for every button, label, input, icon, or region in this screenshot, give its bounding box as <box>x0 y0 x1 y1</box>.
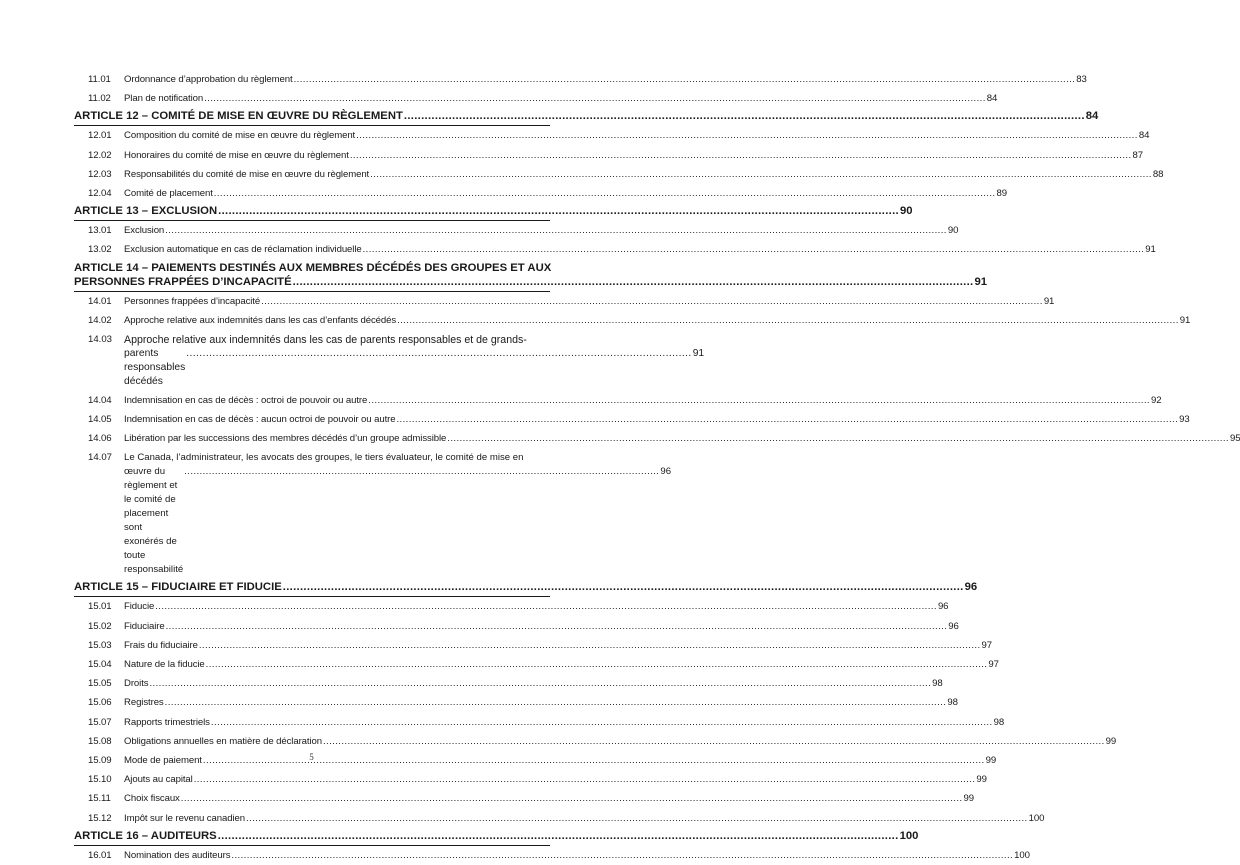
toc-article-heading[interactable] <box>74 108 1099 126</box>
dot-leader <box>218 204 899 218</box>
toc-entry[interactable] <box>74 221 959 240</box>
dot-leader <box>149 674 931 693</box>
section-number: 14.03 <box>88 333 113 345</box>
section-number: 14.07 <box>88 452 113 464</box>
page-reference: 90 <box>947 225 959 237</box>
dot-leader <box>397 311 1179 330</box>
dot-leader <box>356 126 1138 145</box>
toc-entry[interactable] <box>74 184 1007 203</box>
toc-entry[interactable] <box>74 846 1030 865</box>
section-number: 14.04 <box>88 394 112 406</box>
section-number: 15.08 <box>88 735 112 747</box>
page-reference: 98 <box>993 716 1005 728</box>
section-number: 15.10 <box>88 774 112 786</box>
toc-entry[interactable] <box>74 809 1045 828</box>
toc-entry[interactable] <box>74 636 993 655</box>
page-reference: 91 <box>1145 244 1156 256</box>
section-title-line2: œuvre du règlement et le comité de placement sont exonérés de toute responsabilité <box>124 466 184 576</box>
toc-entry[interactable] <box>74 655 999 674</box>
section-title: Obligations annuelles en matière de déclaration <box>124 735 322 747</box>
toc-entry[interactable] <box>74 330 705 391</box>
section-title: Ajouts au capital <box>124 774 193 786</box>
section-title: Comité de placement <box>124 187 213 199</box>
dot-leader <box>218 829 899 843</box>
section-number: 15.01 <box>88 601 112 613</box>
dot-leader <box>231 846 1013 865</box>
page-reference: 84 <box>1085 110 1099 123</box>
toc-entry[interactable] <box>74 429 1240 448</box>
section-number: 12.02 <box>88 149 112 161</box>
page-reference: 97 <box>981 639 993 651</box>
page-reference: 90 <box>899 205 913 218</box>
dot-leader <box>214 184 996 203</box>
page-reference: 83 <box>1076 74 1087 85</box>
section-title: Plan de notification <box>124 93 204 105</box>
toc-article-heading[interactable] <box>74 260 988 292</box>
section-title: Nature de la fiducie <box>124 659 205 670</box>
dot-leader <box>204 89 986 108</box>
dot-leader <box>261 292 1043 311</box>
dot-leader <box>294 70 1076 89</box>
section-title: Droits <box>124 678 149 690</box>
section-title: Libération par les successions des membres décédés d’un groupe admissible <box>124 433 447 445</box>
toc-entry[interactable] <box>74 165 1164 184</box>
section-title: Personnes frappées d’incapacité <box>124 295 261 307</box>
toc-entry[interactable] <box>74 410 1190 429</box>
page-reference: 99 <box>976 774 987 786</box>
article-title: ARTICLE 16 – AUDITEURS <box>74 829 217 842</box>
page-reference: 91 <box>692 347 705 359</box>
toc-entry[interactable] <box>74 770 987 789</box>
article-title: ARTICLE 13 – EXCLUSION <box>74 205 218 218</box>
section-title-line2: parents responsables décédés <box>124 347 186 387</box>
toc-entry[interactable] <box>74 146 1144 165</box>
dot-leader <box>350 146 1132 165</box>
section-number: 11.02 <box>88 93 111 105</box>
page-reference: 89 <box>996 187 1007 199</box>
dot-leader <box>184 465 659 479</box>
section-title: Fiduciaire <box>124 620 165 632</box>
section-title: Fiducie <box>124 601 155 613</box>
dot-leader <box>293 275 974 289</box>
section-title: Frais du fiduciaire <box>124 639 198 651</box>
dot-leader <box>447 429 1229 448</box>
section-title: Responsabilités du comité de mise en œuvre du règlement <box>124 168 370 180</box>
toc-article-heading[interactable] <box>74 828 919 846</box>
section-title-line1: Approche relative aux indemnités dans les cas de parents responsables et de grands- <box>124 333 527 346</box>
section-title: Indemnisation en cas de décès : aucun octroi de pouvoir ou autre <box>124 414 396 426</box>
toc-entry[interactable] <box>74 617 959 636</box>
section-title: Impôt sur le revenu canadien <box>124 812 245 824</box>
page-reference: 100 <box>899 829 919 842</box>
section-number: 13.02 <box>88 244 112 256</box>
section-title: Approche relative aux indemnités dans les cas d’enfants décédés <box>124 314 397 326</box>
toc-entry[interactable] <box>74 240 1156 259</box>
page-reference: 98 <box>932 678 943 690</box>
page-reference: 95 <box>1229 433 1240 445</box>
page-reference: 100 <box>1014 849 1030 861</box>
toc-entry[interactable] <box>74 674 943 693</box>
page-reference: 99 <box>1105 735 1117 747</box>
toc-entry[interactable] <box>74 732 1117 751</box>
section-title: Ordonnance d’approbation du règlement <box>124 74 293 85</box>
toc-entry[interactable] <box>74 391 1162 410</box>
dot-leader <box>363 240 1145 259</box>
toc-entry[interactable] <box>74 448 672 579</box>
dot-leader <box>186 347 691 361</box>
page-reference: 96 <box>964 581 978 594</box>
page-reference: 92 <box>1150 394 1162 406</box>
section-title-line2-row <box>124 465 671 577</box>
section-title-block <box>124 451 671 577</box>
section-number: 12.01 <box>88 130 112 142</box>
dot-leader <box>396 410 1178 429</box>
section-number: 12.03 <box>88 168 112 180</box>
section-title-block <box>124 333 704 389</box>
toc-entry[interactable] <box>74 70 1087 89</box>
dot-leader <box>370 165 1152 184</box>
page-reference: 91 <box>1043 295 1055 307</box>
dot-leader <box>165 221 947 240</box>
page-number: 5 <box>309 752 314 762</box>
section-title: Nomination des auditeurs <box>124 849 231 861</box>
dot-leader <box>246 809 1028 828</box>
toc-entry[interactable] <box>74 597 949 616</box>
dot-leader <box>211 713 993 732</box>
page-reference: 84 <box>986 93 998 105</box>
section-title: Composition du comité de mise en œuvre du règlement <box>124 130 356 142</box>
table-of-contents <box>74 70 1240 865</box>
article-title: ARTICLE 15 – FIDUCIAIRE ET FIDUCIE <box>74 581 282 594</box>
page-reference: 88 <box>1152 168 1164 180</box>
page-reference: 96 <box>660 466 672 478</box>
toc-entry[interactable] <box>74 89 998 108</box>
section-title-line2-row <box>124 347 704 389</box>
section-number: 12.04 <box>88 187 112 199</box>
section-number: 13.01 <box>88 225 112 237</box>
page-reference: 98 <box>947 697 958 709</box>
dot-leader <box>194 770 976 789</box>
section-title-line1: Le Canada, l’administrateur, les avocats des groupes, le tiers évaluateur, le comité de mise en <box>124 452 524 464</box>
page-reference: 91 <box>1179 314 1191 326</box>
section-number: 16.01 <box>88 849 112 861</box>
dot-leader <box>155 597 937 616</box>
section-number: 15.09 <box>88 754 112 766</box>
section-title: Indemnisation en cas de décès : octroi de pouvoir ou autre <box>124 394 368 406</box>
toc-entry[interactable] <box>74 311 1191 330</box>
dot-leader <box>181 789 963 808</box>
section-number: 14.06 <box>88 433 112 445</box>
section-title: Exclusion automatique en cas de réclamation individuelle <box>124 244 362 256</box>
section-number: 15.04 <box>88 659 112 670</box>
article-title-line2-row <box>74 275 988 289</box>
page-reference: 87 <box>1132 149 1144 161</box>
page-reference: 99 <box>963 793 974 805</box>
section-title: Choix fiscaux <box>124 793 180 805</box>
dot-leader <box>404 109 1085 123</box>
section-number: 14.05 <box>88 414 112 426</box>
toc-entry[interactable] <box>74 713 1005 732</box>
page-reference: 97 <box>988 659 999 670</box>
section-title: Honoraires du comité de mise en œuvre du règlement <box>124 149 349 161</box>
toc-entry[interactable] <box>74 693 958 712</box>
page-reference: 99 <box>985 754 997 766</box>
section-number: 14.01 <box>88 295 112 307</box>
section-number: 15.12 <box>88 812 112 824</box>
section-number: 11.01 <box>88 74 111 85</box>
dot-leader <box>206 655 988 674</box>
dot-leader <box>323 732 1105 751</box>
toc-entry[interactable] <box>74 292 1055 311</box>
section-title: Mode de paiement <box>124 754 202 766</box>
toc-entry[interactable] <box>74 126 1150 145</box>
page-reference: 91 <box>974 275 988 288</box>
section-number: 15.05 <box>88 678 112 690</box>
section-title: Exclusion <box>124 225 165 237</box>
section-number: 15.11 <box>88 793 111 805</box>
section-title: Rapports trimestriels <box>124 716 210 728</box>
page-reference: 100 <box>1028 812 1045 824</box>
section-number: 15.02 <box>88 620 112 632</box>
dot-leader <box>368 391 1150 410</box>
dot-leader <box>199 636 981 655</box>
section-number: 15.06 <box>88 697 112 709</box>
section-title: Registres <box>124 697 164 709</box>
toc-article-heading[interactable] <box>74 203 913 221</box>
dot-leader <box>283 580 964 594</box>
page-reference: 84 <box>1138 130 1150 142</box>
dot-leader <box>165 693 947 712</box>
section-number: 15.07 <box>88 716 112 728</box>
page-reference: 96 <box>937 601 949 613</box>
article-title-line2: PERSONNES FRAPPÉES D’INCAPACITÉ <box>74 275 292 288</box>
page-reference: 93 <box>1179 414 1190 426</box>
toc-article-heading[interactable] <box>74 579 978 597</box>
section-number: 14.02 <box>88 314 112 326</box>
article-title-line1: ARTICLE 14 – PAIEMENTS DESTINÉS AUX MEMBRES DÉCÉDÉS DES GROUPES ET AUX <box>74 261 552 274</box>
page-reference: 96 <box>948 620 959 632</box>
section-number: 15.03 <box>88 639 112 651</box>
dot-leader <box>166 617 948 636</box>
article-title: ARTICLE 12 – COMITÉ DE MISE EN ŒUVRE DU RÈGLEMENT <box>74 110 403 123</box>
toc-entry[interactable] <box>74 789 974 808</box>
